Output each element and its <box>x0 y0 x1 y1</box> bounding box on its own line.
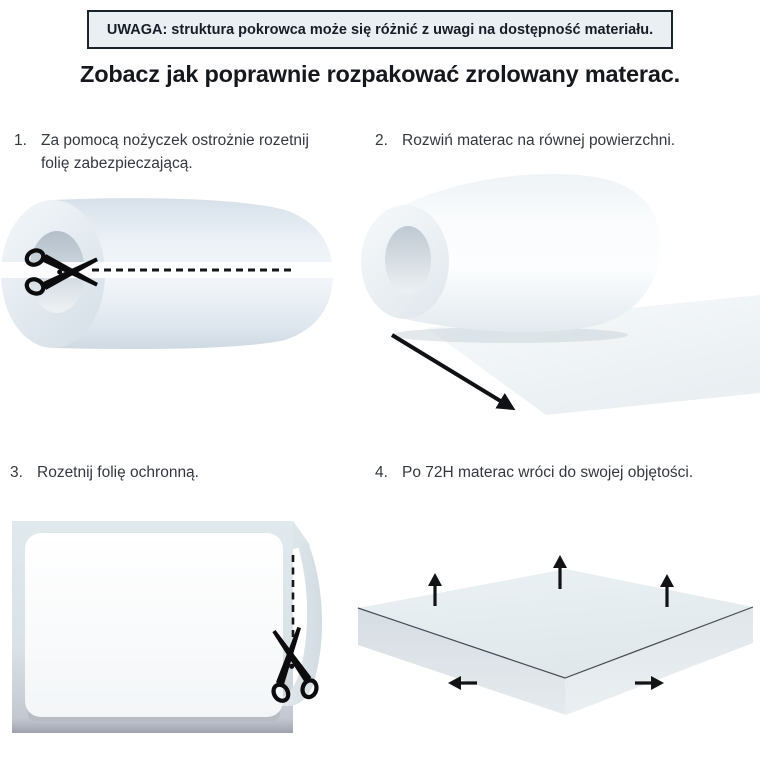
step-2-text: Rozwiń materac na równej powierzchni. <box>402 132 676 149</box>
step-2-number: 2. <box>375 132 388 149</box>
mattress-top <box>25 533 283 717</box>
roll-hole <box>385 226 431 294</box>
notice-banner-text: UWAGA: struktura pokrowca może się różnić z uwagi na dostępność materiału. <box>106 21 654 38</box>
step-1-caption <box>14 129 334 175</box>
step-3-text: Rozetnij folię ochronną. <box>37 464 199 481</box>
expanding-mattress-illustration <box>355 505 760 760</box>
step-3-caption <box>10 461 340 484</box>
step-4-text: Po 72H materac wróci do swojej objętości. <box>402 464 694 481</box>
step-1-number: 1. <box>14 132 27 149</box>
step-3-number: 3. <box>10 464 23 481</box>
page-title: Zobacz jak poprawnie rozpakować zrolowany materac. <box>80 61 680 87</box>
unrolling-mattress-illustration <box>360 165 760 425</box>
rolled-mattress-illustration <box>0 190 360 410</box>
step-1-text: Za pomocą nożyczek ostrożnie rozetnij folię zabezpieczającą. <box>41 132 309 172</box>
step-4-number: 4. <box>375 464 388 481</box>
foil-cutting-illustration <box>0 505 340 760</box>
step-2-caption <box>375 129 750 152</box>
step-4-caption <box>375 461 755 484</box>
notice-banner <box>87 10 673 49</box>
